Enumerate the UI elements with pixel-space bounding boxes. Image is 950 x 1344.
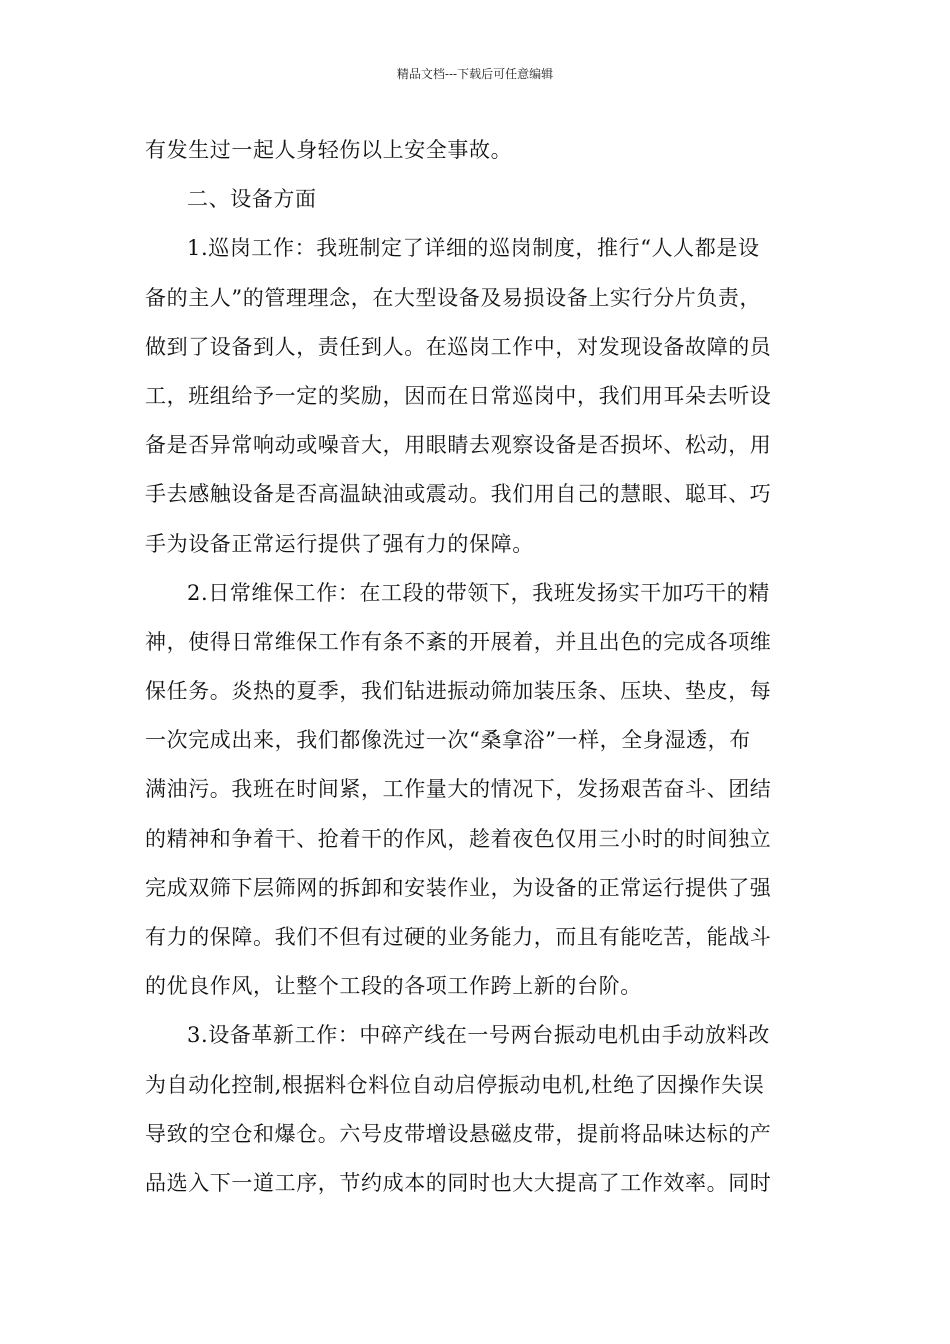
text-line: 保任务。炎热的夏季，我们钻进振动筛加装压条、压块、垫皮，每 — [145, 679, 772, 704]
text-line: 满油污。我班在时间紧，工作量大的情况下，发扬艰苦奋斗、团结 — [145, 777, 772, 802]
text-line: 工，班组给予一定的奖励，因而在日常巡岗中，我们用耳朵去听设 — [145, 383, 772, 408]
text-line: 为自动化控制,根据料仓料位自动启停振动电机,杜绝了因操作失误 — [145, 1072, 765, 1097]
text-line: 的优良作风，让整个工段的各项工作跨上新的台阶。 — [145, 974, 642, 999]
text-line: 备是否异常响动或噪音大，用眼睛去观察设备是否损坏、松动，用 — [145, 433, 772, 458]
paragraph-start: 1.巡岗工作：我班制定了详细的巡岗制度，推行“人人都是设 — [187, 236, 760, 261]
text-line: 的精神和争着干、抢着干的作风，趁着夜色仅用三小时的时间独立 — [145, 826, 772, 851]
page-header: 精品文档---下载后可任意编辑 — [396, 67, 554, 81]
text-line: 手去感触设备是否高温缺油或震动。我们用自己的慧眼、聪耳、巧 — [145, 482, 772, 507]
text-line: 备的主人”的管理理念，在大型设备及易损设备上实行分片负责， — [145, 285, 762, 310]
text-line: 神，使得日常维保工作有条不紊的开展着，并且出色的完成各项维 — [145, 629, 772, 654]
text-line: 有力的保障。我们不但有过硬的业务能力，而且有能吃苦，能战斗 — [145, 925, 772, 949]
paragraph-start: 2.日常维保工作：在工段的带领下，我班发扬实干加巧干的精 — [187, 580, 770, 605]
text-line: 做到了设备到人，责任到人。在巡岗工作中，对发现设备故障的员 — [145, 334, 772, 359]
document-body — [145, 126, 807, 1208]
text-line: 导致的空仓和爆仓。六号皮带增设悬磁皮带，提前将品味达标的产 — [145, 1121, 772, 1146]
text-line: 有发生过一起人身轻伤以上安全事故。 — [145, 138, 513, 162]
text-line: 一次完成出来，我们都像洗过一次“桑拿浴”一样，全身湿透，布 — [145, 728, 751, 753]
text-line: 完成双筛下层筛网的拆卸和安装作业，为设备的正常运行提供了强 — [145, 875, 772, 900]
section-heading: 二、设备方面 — [187, 187, 317, 212]
text-line: 手为设备正常运行提供了强有力的保障。 — [145, 531, 534, 556]
paragraph-start: 3.设备革新工作：中碎产线在一号两台振动电机由手动放料改 — [187, 1023, 770, 1048]
text-line: 品选入下一道工序，节约成本的同时也大大提高了工作效率。同时 — [145, 1170, 772, 1195]
